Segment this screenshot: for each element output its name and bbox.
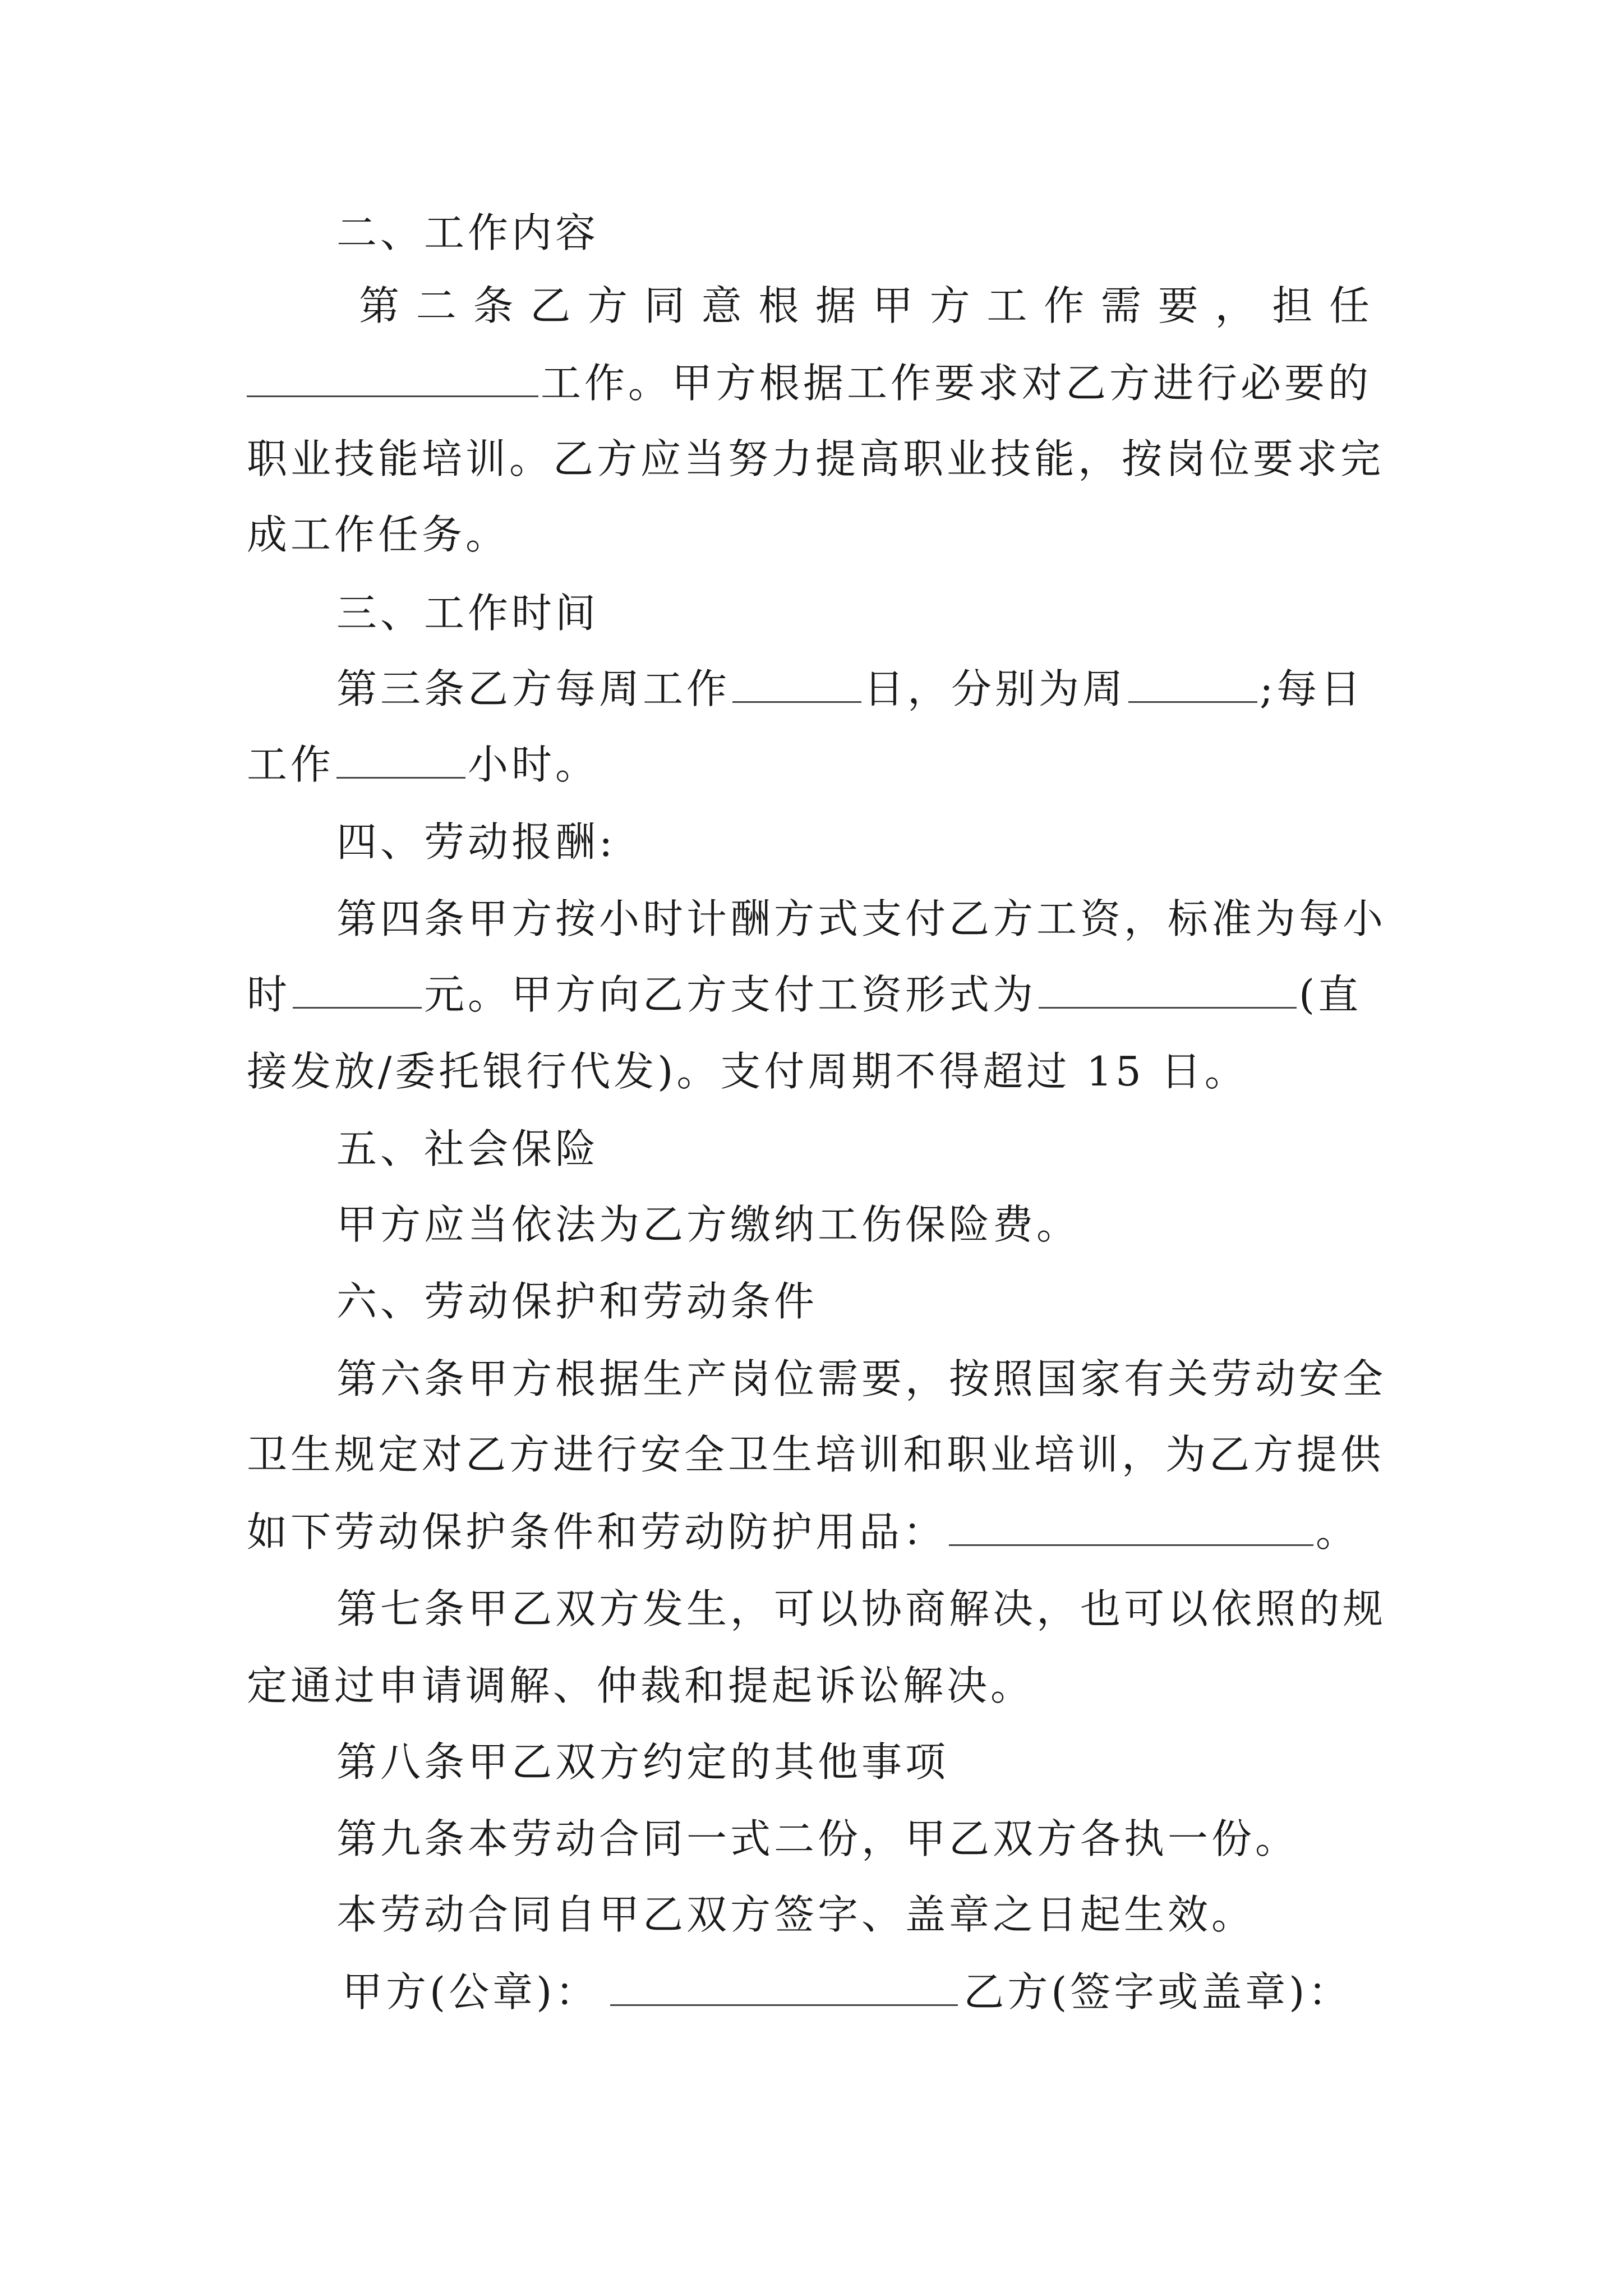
article-8: 第八条甲乙双方约定的其他事项 [336,1738,949,1786]
article-4-text-a: 时 [247,971,291,1018]
section-heading-labor-protection: 六、劳动保护和劳动条件 [336,1278,818,1325]
article-6-line-1: 第六条甲方根据生产岗位需要，按照国家有关劳动安全 [336,1355,1387,1402]
article-3-text-c: ;每日 [1260,665,1364,712]
days-per-week-blank[interactable] [732,662,861,703]
article-3-text-d: 工作 [247,741,335,788]
article-2-line-3: 职业技能培训。乙方应当努力提高职业技能，按岗位要求完 [247,435,1385,482]
article-3-line-2 [247,738,1380,792]
article-3-line-1 [336,662,1380,716]
section-heading-remuneration: 四、劳动报酬: [336,818,616,866]
section-heading-work-content: 二、工作内容 [336,209,600,256]
article-6-text-a: 如下劳动保护条件和劳动防护用品： [247,1508,947,1556]
article-6-text-b: 。 [1316,1508,1360,1556]
payment-form-blank[interactable] [1039,968,1297,1009]
party-b-label: 乙方(签字或盖章)： [963,1968,1352,2016]
article-4-line-3: 接发放/委托银行代发)。支付周期不得超过 15 日。 [247,1048,1248,1095]
social-insurance-text: 甲方应当依法为乙方缴纳工伤保险费。 [336,1201,1081,1248]
article-4-line-2 [247,968,1380,1022]
article-4-text-b: 元。甲方向乙方支付工资形式为 [424,971,1037,1018]
section-heading-social-insurance: 五、社会保险 [336,1125,600,1172]
party-a-signature-blank[interactable] [610,1965,958,2006]
article-9: 第九条本劳动合同一式二份，甲乙双方各执一份。 [336,1815,1299,1862]
article-2-line-4: 成工作任务。 [247,511,510,558]
article-7-line-1: 第七条甲乙双方发生，可以协商解决，也可以依照的规 [336,1585,1387,1632]
article-2-line-2 [247,356,1380,410]
party-a-label: 甲方(公章)： [342,1968,600,2016]
article-7-line-2: 定通过申请调解、仲裁和提起诉讼解决。 [247,1662,1035,1709]
article-2-line-1: 第二条乙方同意根据甲方工作需要，担任 [359,282,1380,329]
article-2-line-2-text: 工作。甲方根据工作要求对乙方进行必要的 [541,360,1372,407]
article-6-line-3 [247,1505,1380,1559]
position-blank[interactable] [247,356,538,397]
weekdays-blank[interactable] [1128,662,1257,703]
article-6-line-2: 卫生规定对乙方进行安全卫生培训和职业培训，为乙方提供 [247,1431,1385,1478]
article-4-text-c: (直 [1299,971,1362,1018]
article-3-text-a: 第三条乙方每周工作 [336,665,731,712]
effective-clause: 本劳动合同自甲乙双方签字、盖章之日起生效。 [336,1891,1256,1938]
section-heading-work-time: 三、工作时间 [336,590,600,637]
article-3-text-b: 日，分别为周 [864,665,1127,712]
article-4-line-1: 第四条甲方按小时计酬方式支付乙方工资，标准为每小 [336,895,1387,942]
hours-per-day-blank[interactable] [336,738,465,779]
protection-items-blank[interactable] [949,1505,1313,1546]
article-3-text-e: 小时。 [468,741,600,788]
signature-line [342,1965,1385,2019]
hourly-rate-blank[interactable] [293,968,422,1009]
